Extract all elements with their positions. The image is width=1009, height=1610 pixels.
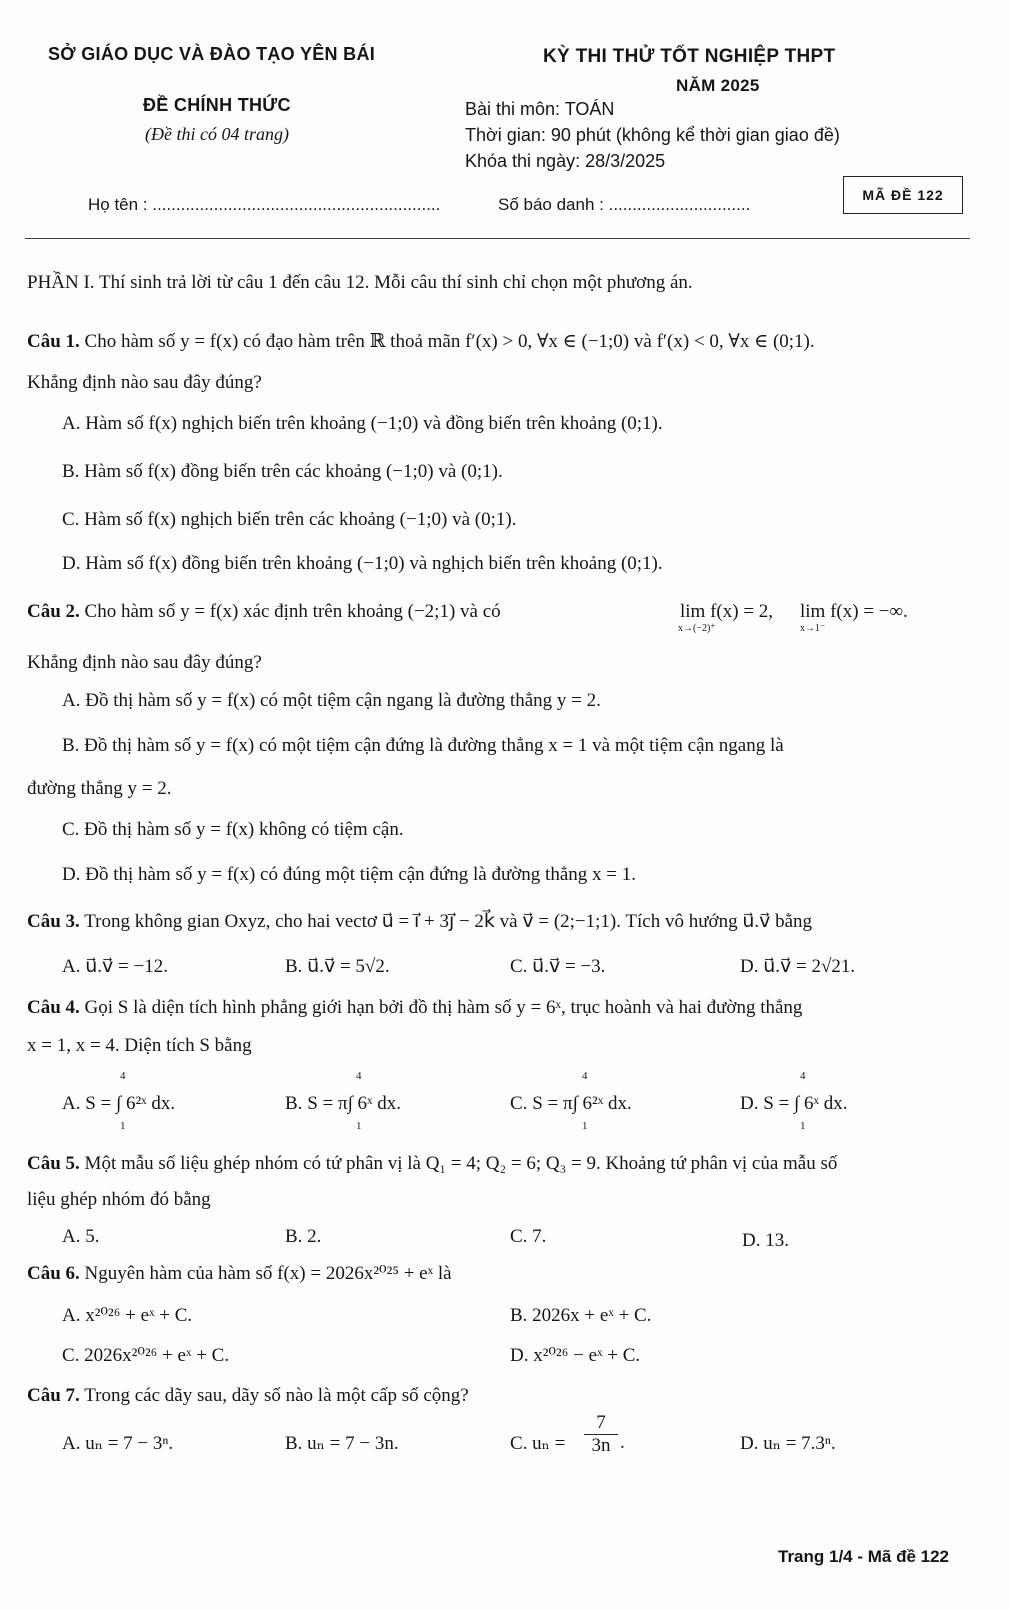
- q2-option-a[interactable]: A. Đồ thị hàm số y = f(x) có một tiệm cận ngang là đường thẳng y = 2.: [62, 690, 601, 711]
- q1-label: Câu 1.: [27, 331, 80, 352]
- q2-text2: Khẳng định nào sau đây đúng?: [27, 652, 262, 673]
- q2-text: Cho hàm số y = f(x) xác định trên khoảng (−2;1) và có: [84, 601, 501, 622]
- q5-text: Một mẫu số liệu ghép nhóm có tứ phân vị là Q₁ = 4; Q₂ = 6; Q₃ = 9. Khoảng tứ phân vị của mẫu số: [84, 1153, 838, 1174]
- pages-note: (Đề thi có 04 trang): [145, 124, 289, 144]
- q4-option-d-expr: S = ∫ 6ˣ dx.: [763, 1093, 848, 1114]
- q6-option-b[interactable]: B. 2026x + eˣ + C.: [510, 1305, 652, 1326]
- q2-limit-1-sub: x→(−2)⁺: [678, 623, 716, 634]
- q6-option-c[interactable]: C. 2026x²⁰²⁶ + eˣ + C.: [62, 1345, 230, 1366]
- q1-option-a[interactable]: A. Hàm số f(x) nghịch biến trên khoảng (−1;0) và đồng biến trên khoảng (0;1).: [62, 413, 663, 434]
- q4-option-d-label: D.: [740, 1093, 759, 1114]
- q4-option-a[interactable]: [62, 1092, 175, 1116]
- candidate-id-field: Số báo danh : ..............................: [498, 195, 751, 214]
- q6-text: Nguyên hàm của hàm số f(x) = 2026x²⁰²⁵ + eˣ là: [84, 1263, 452, 1284]
- q7-c-denominator: 3n: [591, 1435, 611, 1456]
- q4-option-c-expr: S = π∫ 6²ˣ dx.: [532, 1093, 632, 1114]
- q4-text: Gọi S là diện tích hình phẳng giới hạn bởi đồ thị hàm số y = 6ˣ, trục hoành và hai đường thẳng: [84, 997, 803, 1018]
- q5-option-d[interactable]: D. 13.: [742, 1230, 789, 1251]
- q4-option-c[interactable]: [510, 1092, 632, 1116]
- part1-instruction: PHẦN I. Thí sinh trả lời từ câu 1 đến câu 12. Mỗi câu thí sinh chỉ chọn một phương án.: [27, 272, 693, 293]
- q7-c-numerator: 7: [584, 1412, 618, 1435]
- q4-text2: x = 1, x = 4. Diện tích S bằng: [27, 1035, 252, 1056]
- q2-limit-1: lim f(x) = 2,: [680, 601, 774, 622]
- q7-option-d[interactable]: D. uₙ = 7.3ⁿ.: [740, 1433, 836, 1454]
- q3-option-b[interactable]: B. u⃗.v⃗ = 5√2.: [285, 956, 390, 977]
- exam-code: MÃ ĐỀ 122: [862, 187, 944, 203]
- q5-text2: liệu ghép nhóm đó bằng: [27, 1189, 211, 1210]
- q3-label: Câu 3.: [27, 911, 80, 932]
- q2-stem: [27, 600, 501, 624]
- q5-label: Câu 5.: [27, 1153, 80, 1174]
- q4-option-b-expr: S = π∫ 6ˣ dx.: [307, 1093, 402, 1114]
- q4-option-a-label: A.: [62, 1093, 81, 1114]
- q4-d-upper: 4: [800, 1070, 806, 1082]
- q4-d-lower: 1: [800, 1120, 806, 1132]
- q4-a-upper: 4: [120, 1070, 126, 1082]
- q1-text2: Khẳng định nào sau đây đúng?: [27, 372, 262, 393]
- q3-stem: [27, 910, 812, 934]
- q4-stem: [27, 996, 802, 1020]
- q4-b-upper: 4: [356, 1070, 362, 1082]
- subject-line: Bài thi môn: TOÁN: [465, 99, 615, 119]
- q2-option-d[interactable]: D. Đồ thị hàm số y = f(x) có đúng một tiệm cận đứng là đường thẳng x = 1.: [62, 864, 636, 885]
- q4-label: Câu 4.: [27, 997, 80, 1018]
- exam-date: Khóa thi ngày: 28/3/2025: [465, 151, 666, 171]
- time-line: Thời gian: 90 phút (không kể thời gian giao đề): [465, 125, 840, 145]
- q7-option-c-prefix: C. uₙ =: [510, 1433, 566, 1454]
- q4-option-b-label: B.: [285, 1093, 303, 1114]
- header-divider: [25, 238, 970, 239]
- q1-stem: [27, 330, 815, 354]
- name-field: Họ tên : .............................................................: [88, 195, 441, 214]
- q4-a-lower: 1: [120, 1120, 126, 1132]
- q3-option-a[interactable]: A. u⃗.v⃗ = −12.: [62, 956, 168, 977]
- q7-option-c-fraction: [584, 1412, 618, 1457]
- q3-option-c[interactable]: C. u⃗.v⃗ = −3.: [510, 956, 606, 977]
- q5-option-a[interactable]: A. 5.: [62, 1226, 100, 1247]
- q2-limit-2-sub: x→1⁻: [800, 623, 826, 634]
- q2-option-b[interactable]: B. Đồ thị hàm số y = f(x) có một tiệm cận đứng là đường thẳng x = 1 và một tiệm cận ngang là: [62, 735, 784, 756]
- official-label: ĐỀ CHÍNH THỨC: [143, 95, 291, 115]
- exam-year: NĂM 2025: [676, 76, 760, 95]
- q2-label: Câu 2.: [27, 601, 80, 622]
- q6-stem: [27, 1262, 452, 1286]
- q3-text: Trong không gian Oxyz, cho hai vectơ u⃗ = i⃗ + 3j⃗ − 2k⃗ và v⃗ = (2;−1;1). Tích vô hướng u⃗.v⃗ bằng: [84, 911, 813, 932]
- q4-b-lower: 1: [356, 1120, 362, 1132]
- q7-option-c[interactable]: [510, 1432, 565, 1456]
- q1-option-d[interactable]: D. Hàm số f(x) đồng biến trên khoảng (−1;0) và nghịch biến trên khoảng (0;1).: [62, 553, 663, 574]
- q7-text: Trong các dãy sau, dãy số nào là một cấp số cộng?: [84, 1385, 469, 1406]
- q5-stem: [27, 1152, 837, 1176]
- department-name: SỞ GIÁO DỤC VÀ ĐÀO TẠO YÊN BÁI: [48, 44, 376, 64]
- q2-option-c[interactable]: C. Đồ thị hàm số y = f(x) không có tiệm cận.: [62, 819, 404, 840]
- q4-option-c-label: C.: [510, 1093, 528, 1114]
- q6-option-d[interactable]: D. x²⁰²⁶ − eˣ + C.: [510, 1345, 641, 1366]
- q6-label: Câu 6.: [27, 1263, 80, 1284]
- q4-option-a-expr: S = ∫ 6²ˣ dx.: [85, 1093, 176, 1114]
- page-footer: Trang 1/4 - Mã đề 122: [778, 1547, 950, 1566]
- q4-option-d[interactable]: [740, 1092, 847, 1116]
- q7-stem: [27, 1384, 469, 1408]
- q2-limit-2: lim f(x) = −∞.: [800, 601, 908, 622]
- q6-option-a[interactable]: A. x²⁰²⁶ + eˣ + C.: [62, 1305, 193, 1326]
- q4-option-b[interactable]: [285, 1092, 401, 1116]
- q7-label: Câu 7.: [27, 1385, 80, 1406]
- q3-option-d[interactable]: D. u⃗.v⃗ = 2√21.: [740, 956, 856, 977]
- q2-option-b-cont: đường thẳng y = 2.: [27, 778, 172, 799]
- q4-c-lower: 1: [582, 1120, 588, 1132]
- q7-c-period: .: [620, 1432, 625, 1453]
- q7-option-b[interactable]: B. uₙ = 7 − 3n.: [285, 1433, 399, 1454]
- q5-option-b[interactable]: B. 2.: [285, 1226, 322, 1247]
- exam-code-box: [843, 176, 963, 214]
- q4-c-upper: 4: [582, 1070, 588, 1082]
- q5-option-c[interactable]: C. 7.: [510, 1226, 547, 1247]
- q7-option-a[interactable]: A. uₙ = 7 − 3ⁿ.: [62, 1433, 174, 1454]
- exam-title: KỲ THI THỬ TỐT NGHIỆP THPT: [543, 46, 836, 67]
- q1-option-b[interactable]: B. Hàm số f(x) đồng biến trên các khoảng (−1;0) và (0;1).: [62, 461, 503, 482]
- q1-option-c[interactable]: C. Hàm số f(x) nghịch biến trên các khoảng (−1;0) và (0;1).: [62, 509, 517, 530]
- q1-text: Cho hàm số y = f(x) có đạo hàm trên ℝ thoả mãn f′(x) > 0, ∀x ∈ (−1;0) và f′(x) < 0, ∀x ∈ (0;1).: [84, 331, 815, 352]
